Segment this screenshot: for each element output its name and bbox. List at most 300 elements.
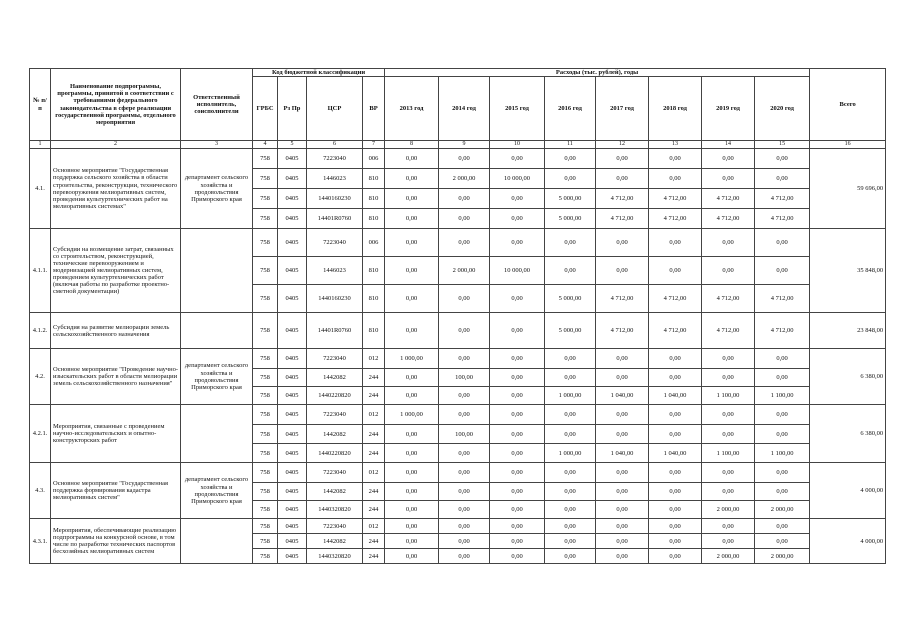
year-value: 1 100,00 <box>755 444 810 463</box>
year-value: 0,00 <box>385 257 439 285</box>
column-number: 9 <box>439 141 490 149</box>
year-value: 0,00 <box>702 257 755 285</box>
year-value: 0,00 <box>755 534 810 549</box>
year-value: 0,00 <box>596 405 649 425</box>
header-exp-group: Расходы (тыс. рублей), годы <box>385 69 810 77</box>
csr-cell: 1442082 <box>307 425 363 444</box>
header-year: 2013 год <box>385 77 439 141</box>
year-value: 0,00 <box>649 349 702 369</box>
grbs-cell: 758 <box>253 501 278 519</box>
vr-cell: 012 <box>363 405 385 425</box>
header-year: 2018 год <box>649 77 702 141</box>
year-value: 0,00 <box>545 463 596 483</box>
rzpr-cell: 0405 <box>278 229 307 257</box>
rzpr-cell: 0405 <box>278 425 307 444</box>
year-value: 0,00 <box>385 285 439 313</box>
rzpr-cell: 0405 <box>278 349 307 369</box>
vr-cell: 006 <box>363 229 385 257</box>
row-total: 59 696,00 <box>810 149 886 229</box>
rzpr-cell: 0405 <box>278 149 307 169</box>
year-value: 2 000,00 <box>439 169 490 189</box>
rzpr-cell: 0405 <box>278 444 307 463</box>
year-value: 0,00 <box>596 349 649 369</box>
year-value: 0,00 <box>385 519 439 534</box>
csr-cell: 7223040 <box>307 149 363 169</box>
year-value: 0,00 <box>649 369 702 387</box>
year-value: 0,00 <box>439 549 490 564</box>
year-value: 0,00 <box>385 387 439 405</box>
rzpr-cell: 0405 <box>278 169 307 189</box>
year-value: 0,00 <box>702 463 755 483</box>
row-responsible: департамент сельского хозяйства и продовольствия Приморского края <box>181 349 253 405</box>
year-value: 0,00 <box>649 483 702 501</box>
grbs-cell: 758 <box>253 169 278 189</box>
year-value: 1 100,00 <box>702 387 755 405</box>
year-value: 0,00 <box>649 501 702 519</box>
row-responsible <box>181 405 253 463</box>
year-value: 0,00 <box>702 229 755 257</box>
row-number: 4.1.1. <box>30 229 51 313</box>
year-value: 0,00 <box>385 189 439 209</box>
vr-cell: 012 <box>363 519 385 534</box>
year-value: 2 000,00 <box>702 549 755 564</box>
year-value: 0,00 <box>702 369 755 387</box>
year-value: 0,00 <box>385 169 439 189</box>
table-row <box>30 313 886 349</box>
year-value: 0,00 <box>596 425 649 444</box>
grbs-cell: 758 <box>253 313 278 349</box>
year-value: 0,00 <box>439 483 490 501</box>
row-number: 4.2.1. <box>30 405 51 463</box>
year-value: 100,00 <box>439 369 490 387</box>
rzpr-cell: 0405 <box>278 387 307 405</box>
year-value: 4 712,00 <box>649 209 702 229</box>
year-value: 0,00 <box>385 149 439 169</box>
header-year: 2019 год <box>702 77 755 141</box>
row-responsible <box>181 229 253 313</box>
year-value: 0,00 <box>755 349 810 369</box>
year-value: 0,00 <box>439 501 490 519</box>
year-value: 0,00 <box>545 405 596 425</box>
year-value: 0,00 <box>755 369 810 387</box>
header-year: 2015 год <box>490 77 545 141</box>
year-value: 0,00 <box>755 169 810 189</box>
year-value: 0,00 <box>385 444 439 463</box>
year-value: 0,00 <box>755 149 810 169</box>
year-value: 0,00 <box>439 313 490 349</box>
grbs-cell: 758 <box>253 285 278 313</box>
year-value: 0,00 <box>490 369 545 387</box>
year-value: 0,00 <box>490 549 545 564</box>
csr-cell: 7223040 <box>307 463 363 483</box>
vr-cell: 244 <box>363 425 385 444</box>
year-value: 0,00 <box>649 534 702 549</box>
vr-cell: 810 <box>363 209 385 229</box>
table-row <box>30 349 886 369</box>
year-value: 0,00 <box>385 549 439 564</box>
grbs-cell: 758 <box>253 149 278 169</box>
year-value: 4 712,00 <box>755 209 810 229</box>
year-value: 0,00 <box>385 463 439 483</box>
year-value: 0,00 <box>702 169 755 189</box>
year-value: 0,00 <box>490 149 545 169</box>
year-value: 0,00 <box>649 229 702 257</box>
vr-cell: 810 <box>363 313 385 349</box>
year-value: 0,00 <box>490 229 545 257</box>
table-row <box>30 463 886 483</box>
rzpr-cell: 0405 <box>278 519 307 534</box>
grbs-cell: 758 <box>253 549 278 564</box>
row-number: 4.1. <box>30 149 51 229</box>
year-value: 0,00 <box>596 169 649 189</box>
year-value: 0,00 <box>755 483 810 501</box>
year-value: 1 000,00 <box>385 349 439 369</box>
year-value: 1 040,00 <box>649 444 702 463</box>
table-row <box>30 405 886 425</box>
year-value: 2 000,00 <box>439 257 490 285</box>
year-value: 0,00 <box>385 369 439 387</box>
header-year: 2017 год <box>596 77 649 141</box>
table-body <box>30 149 886 564</box>
row-total: 23 848,00 <box>810 313 886 349</box>
year-value: 1 040,00 <box>596 387 649 405</box>
year-value: 0,00 <box>490 313 545 349</box>
year-value: 0,00 <box>596 501 649 519</box>
year-value: 0,00 <box>545 519 596 534</box>
year-value: 0,00 <box>545 549 596 564</box>
csr-cell: 1442082 <box>307 483 363 501</box>
vr-cell: 810 <box>363 257 385 285</box>
year-value: 0,00 <box>702 149 755 169</box>
rzpr-cell: 0405 <box>278 501 307 519</box>
year-value: 0,00 <box>385 425 439 444</box>
year-value: 0,00 <box>439 285 490 313</box>
year-value: 0,00 <box>596 229 649 257</box>
year-value: 0,00 <box>490 285 545 313</box>
year-value: 0,00 <box>490 534 545 549</box>
year-value: 4 712,00 <box>702 285 755 313</box>
year-value: 0,00 <box>755 519 810 534</box>
header-total: Всего <box>810 69 886 141</box>
year-value: 2 000,00 <box>702 501 755 519</box>
header-rzpr: Рз Пр <box>278 77 307 141</box>
year-value: 0,00 <box>702 519 755 534</box>
column-number: 1 <box>30 141 51 149</box>
vr-cell: 244 <box>363 534 385 549</box>
grbs-cell: 758 <box>253 387 278 405</box>
row-number: 4.3.1. <box>30 519 51 564</box>
header-vr: ВР <box>363 77 385 141</box>
year-value: 0,00 <box>439 387 490 405</box>
year-value: 1 000,00 <box>545 444 596 463</box>
year-value: 4 712,00 <box>755 285 810 313</box>
grbs-cell: 758 <box>253 369 278 387</box>
row-total: 6 380,00 <box>810 349 886 405</box>
csr-cell: 1440160230 <box>307 285 363 313</box>
csr-cell: 7223040 <box>307 405 363 425</box>
csr-cell: 1446023 <box>307 169 363 189</box>
year-value: 0,00 <box>545 149 596 169</box>
year-value: 0,00 <box>596 463 649 483</box>
year-value: 0,00 <box>702 405 755 425</box>
header-code-group: Код бюджетной классификации <box>253 69 385 77</box>
year-value: 0,00 <box>385 483 439 501</box>
row-responsible <box>181 519 253 564</box>
row-responsible <box>181 313 253 349</box>
grbs-cell: 758 <box>253 405 278 425</box>
vr-cell: 244 <box>363 387 385 405</box>
year-value: 0,00 <box>596 369 649 387</box>
vr-cell: 810 <box>363 169 385 189</box>
vr-cell: 244 <box>363 369 385 387</box>
vr-cell: 006 <box>363 149 385 169</box>
year-value: 1 040,00 <box>596 444 649 463</box>
year-value: 0,00 <box>439 209 490 229</box>
year-value: 0,00 <box>649 425 702 444</box>
column-number: 4 <box>253 141 278 149</box>
year-value: 0,00 <box>755 425 810 444</box>
header-resp: Ответственный исполнитель, соисполнители <box>181 69 253 141</box>
row-name: Субсидия на развитие мелиорации земель сельскохозяйственного назначения <box>51 313 181 349</box>
year-value: 2 000,00 <box>755 549 810 564</box>
vr-cell: 810 <box>363 189 385 209</box>
year-value: 0,00 <box>385 313 439 349</box>
year-value: 0,00 <box>545 425 596 444</box>
vr-cell: 012 <box>363 463 385 483</box>
year-value: 0,00 <box>649 149 702 169</box>
row-number: 4.3. <box>30 463 51 519</box>
grbs-cell: 758 <box>253 519 278 534</box>
year-value: 0,00 <box>596 257 649 285</box>
year-value: 100,00 <box>439 425 490 444</box>
year-value: 4 712,00 <box>702 209 755 229</box>
year-value: 0,00 <box>439 463 490 483</box>
rzpr-cell: 0405 <box>278 189 307 209</box>
year-value: 5 000,00 <box>545 209 596 229</box>
year-value: 0,00 <box>545 534 596 549</box>
year-value: 4 712,00 <box>649 313 702 349</box>
column-number: 15 <box>755 141 810 149</box>
rzpr-cell: 0405 <box>278 463 307 483</box>
header-csr: ЦСР <box>307 77 363 141</box>
year-value: 0,00 <box>545 349 596 369</box>
header-year: 2016 год <box>545 77 596 141</box>
year-value: 0,00 <box>439 405 490 425</box>
row-total: 4 000,00 <box>810 519 886 564</box>
grbs-cell: 758 <box>253 229 278 257</box>
year-value: 0,00 <box>490 444 545 463</box>
csr-cell: 1440320820 <box>307 501 363 519</box>
rzpr-cell: 0405 <box>278 285 307 313</box>
csr-cell: 14401R0760 <box>307 313 363 349</box>
year-value: 0,00 <box>439 534 490 549</box>
year-value: 4 712,00 <box>702 189 755 209</box>
column-number: 16 <box>810 141 886 149</box>
year-value: 0,00 <box>439 444 490 463</box>
csr-cell: 7223040 <box>307 519 363 534</box>
year-value: 0,00 <box>755 405 810 425</box>
csr-cell: 1440160230 <box>307 189 363 209</box>
row-responsible: департамент сельского хозяйства и продовольствия Приморского края <box>181 463 253 519</box>
year-value: 0,00 <box>439 519 490 534</box>
year-value: 1 000,00 <box>545 387 596 405</box>
year-value: 0,00 <box>490 189 545 209</box>
year-value: 0,00 <box>439 229 490 257</box>
year-value: 4 712,00 <box>596 209 649 229</box>
year-value: 0,00 <box>385 229 439 257</box>
rzpr-cell: 0405 <box>278 257 307 285</box>
grbs-cell: 758 <box>253 463 278 483</box>
budget-table <box>29 68 886 564</box>
year-value: 0,00 <box>649 169 702 189</box>
year-value: 0,00 <box>649 463 702 483</box>
year-value: 4 712,00 <box>596 313 649 349</box>
year-value: 0,00 <box>545 229 596 257</box>
year-value: 0,00 <box>490 209 545 229</box>
column-number: 13 <box>649 141 702 149</box>
year-value: 0,00 <box>649 405 702 425</box>
row-name: Основное мероприятие "Государственная поддержка формирования кадастра мелиоративных систем" <box>51 463 181 519</box>
year-value: 4 712,00 <box>649 189 702 209</box>
header-num: № п/п <box>30 69 51 141</box>
table-row <box>30 229 886 257</box>
year-value: 0,00 <box>545 501 596 519</box>
row-name: Основное мероприятие "Государственная поддержка сельского хозяйства в области строительства, реконструкции, технического перевооружения мелиоративных систем, проведения культуртехнических работ на мелиоративных системах" <box>51 149 181 229</box>
year-value: 4 712,00 <box>596 285 649 313</box>
row-name: Мероприятия, связанные с проведением научно-исследовательских и опытно-конструкторских работ <box>51 405 181 463</box>
year-value: 10 000,00 <box>490 169 545 189</box>
grbs-cell: 758 <box>253 349 278 369</box>
year-value: 0,00 <box>702 349 755 369</box>
header-name: Наименование подпрограммы, программы, принятой в соответствии с требованиями федерального законодательства в сфере реализации государственной программы, отдельного мероприятия <box>51 69 181 141</box>
column-number: 10 <box>490 141 545 149</box>
column-number: 12 <box>596 141 649 149</box>
row-name: Основное мероприятие "Проведение научно-изыскательских работ в области мелиорации земель сельскохозяйственного назначения" <box>51 349 181 405</box>
rzpr-cell: 0405 <box>278 483 307 501</box>
table-row <box>30 519 886 534</box>
grbs-cell: 758 <box>253 534 278 549</box>
csr-cell: 1442082 <box>307 534 363 549</box>
row-total: 35 848,00 <box>810 229 886 313</box>
year-value: 0,00 <box>545 483 596 501</box>
year-value: 0,00 <box>490 463 545 483</box>
csr-cell: 1442082 <box>307 369 363 387</box>
year-value: 0,00 <box>596 549 649 564</box>
year-value: 0,00 <box>596 519 649 534</box>
year-value: 0,00 <box>545 257 596 285</box>
csr-cell: 1440220820 <box>307 387 363 405</box>
row-number: 4.1.2. <box>30 313 51 349</box>
year-value: 0,00 <box>439 149 490 169</box>
csr-cell: 7223040 <box>307 349 363 369</box>
year-value: 0,00 <box>702 425 755 444</box>
column-number: 8 <box>385 141 439 149</box>
year-value: 10 000,00 <box>490 257 545 285</box>
vr-cell: 244 <box>363 549 385 564</box>
year-value: 0,00 <box>702 534 755 549</box>
rzpr-cell: 0405 <box>278 369 307 387</box>
column-number: 3 <box>181 141 253 149</box>
year-value: 0,00 <box>385 209 439 229</box>
year-value: 4 712,00 <box>649 285 702 313</box>
year-value: 0,00 <box>649 257 702 285</box>
year-value: 0,00 <box>755 257 810 285</box>
year-value: 0,00 <box>439 349 490 369</box>
csr-cell: 1440220820 <box>307 444 363 463</box>
year-value: 1 100,00 <box>702 444 755 463</box>
csr-cell: 7223040 <box>307 229 363 257</box>
vr-cell: 244 <box>363 501 385 519</box>
year-value: 4 712,00 <box>755 313 810 349</box>
column-number: 5 <box>278 141 307 149</box>
year-value: 5 000,00 <box>545 285 596 313</box>
row-name: Мероприятия, обеспечивающие реализацию подпрограммы на конкурсной основе, в том числе по разработке технических паспортов бесхозяйных мелиоративных систем <box>51 519 181 564</box>
rzpr-cell: 0405 <box>278 405 307 425</box>
column-number: 2 <box>51 141 181 149</box>
header-year: 2020 год <box>755 77 810 141</box>
grbs-cell: 758 <box>253 483 278 501</box>
column-number: 6 <box>307 141 363 149</box>
year-value: 1 100,00 <box>755 387 810 405</box>
year-value: 2 000,00 <box>755 501 810 519</box>
year-value: 5 000,00 <box>545 313 596 349</box>
vr-cell: 244 <box>363 483 385 501</box>
csr-cell: 1440320820 <box>307 549 363 564</box>
year-value: 0,00 <box>596 483 649 501</box>
column-number: 7 <box>363 141 385 149</box>
header-grbs: ГРБС <box>253 77 278 141</box>
year-value: 5 000,00 <box>545 189 596 209</box>
year-value: 0,00 <box>649 549 702 564</box>
year-value: 0,00 <box>439 189 490 209</box>
rzpr-cell: 0405 <box>278 313 307 349</box>
column-number-row <box>30 141 886 149</box>
year-value: 4 712,00 <box>755 189 810 209</box>
year-value: 0,00 <box>755 463 810 483</box>
grbs-cell: 758 <box>253 189 278 209</box>
year-value: 1 000,00 <box>385 405 439 425</box>
year-value: 0,00 <box>490 483 545 501</box>
grbs-cell: 758 <box>253 209 278 229</box>
column-number: 14 <box>702 141 755 149</box>
column-number: 11 <box>545 141 596 149</box>
year-value: 0,00 <box>545 369 596 387</box>
row-total: 4 000,00 <box>810 463 886 519</box>
year-value: 0,00 <box>490 405 545 425</box>
year-value: 4 712,00 <box>702 313 755 349</box>
year-value: 0,00 <box>385 534 439 549</box>
row-total: 6 380,00 <box>810 405 886 463</box>
grbs-cell: 758 <box>253 444 278 463</box>
year-value: 0,00 <box>490 519 545 534</box>
year-value: 0,00 <box>596 149 649 169</box>
year-value: 4 712,00 <box>596 189 649 209</box>
year-value: 0,00 <box>596 534 649 549</box>
row-responsible: департамент сельского хозяйства и продовольствия Приморского края <box>181 149 253 229</box>
grbs-cell: 758 <box>253 257 278 285</box>
year-value: 0,00 <box>490 501 545 519</box>
row-number: 4.2. <box>30 349 51 405</box>
year-value: 0,00 <box>702 483 755 501</box>
year-value: 0,00 <box>490 349 545 369</box>
csr-cell: 14401R0760 <box>307 209 363 229</box>
year-value: 0,00 <box>490 425 545 444</box>
grbs-cell: 758 <box>253 425 278 444</box>
vr-cell: 012 <box>363 349 385 369</box>
year-value: 1 040,00 <box>649 387 702 405</box>
row-name: Субсидии на возмещение затрат, связанных со строительством, реконструкцией, технические перевооружением и модернизацией мелиоративных систем, проведением культуртехнических работ (включая работы по разработке проектно-сметной документации) <box>51 229 181 313</box>
csr-cell: 1446023 <box>307 257 363 285</box>
